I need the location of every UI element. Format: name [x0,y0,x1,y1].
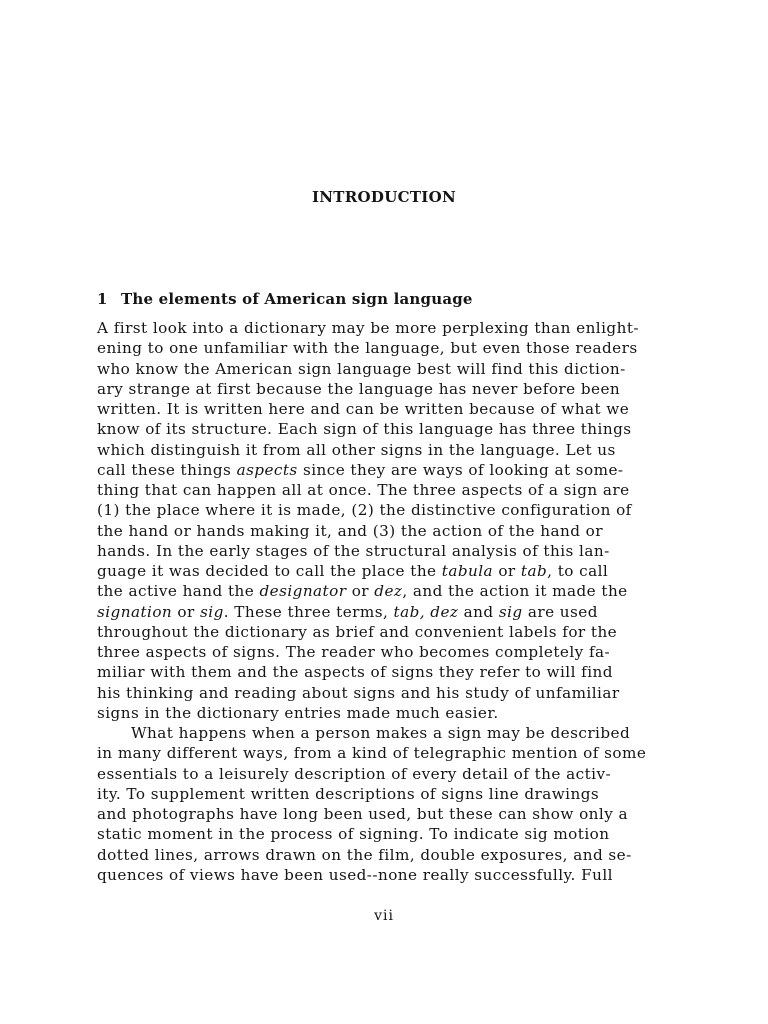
text-line [97,865,683,885]
italic-term: designator [259,582,347,601]
text-line [97,460,683,480]
text-run: quences of views have been used--none really successfully. Full [97,865,613,884]
text-line [97,419,683,439]
text-line [97,521,683,541]
italic-term: tab [520,562,548,580]
text-line [97,440,683,460]
text-line [97,723,683,743]
text-line [97,359,683,379]
text-run: the hand or hands making it, and (3) the action of the hand or [97,521,603,540]
italic-term: aspects [236,460,298,479]
text-line [97,804,683,824]
text-run: and photographs have long been used, but these can show only a [97,805,629,823]
text-line [97,602,683,622]
text-run: or [493,562,521,580]
text-line [97,824,683,844]
text-run: (1) the place where it is made, (2) the distinctive configuration of [97,501,632,520]
text-run: ening to one unfamiliar with the language, but even those readers [97,339,638,358]
text-run: know of its structure. Each sign of this language has three things [97,420,632,439]
chapter-heading: INTRODUCTION [311,188,456,206]
text-run: . These three terms, [223,602,394,621]
section-title: The elements of American sign language [121,290,473,308]
text-line [97,379,683,399]
italic-term: sig [498,602,523,621]
body-text [97,318,683,885]
text-run: , and the action it made the [402,582,628,601]
text-line [97,399,683,419]
text-run: ity. To supplement written descriptions of signs line drawings [97,784,600,803]
text-run: since they are ways of looking at some- [297,460,624,479]
text-line [97,581,683,601]
text-run: A first look into a dictionary may be more perplexing than enlight- [97,319,639,337]
text-line [97,784,683,804]
text-line [97,338,683,358]
text-run: static moment in the process of signing. To indicate sig motion [97,825,610,844]
text-run: or [346,582,375,601]
text-line [97,845,683,865]
text-run: miliar with them and the aspects of signs they refer to will find [97,663,613,682]
text-line [97,541,683,561]
section-number: 1 [97,290,108,308]
italic-term: tab, dez [393,602,459,621]
text-line [97,561,683,581]
text-run: in many different ways, from a kind of telegraphic mention of some [97,744,647,763]
section-heading [97,290,473,308]
text-run: guage it was decided to call the place the [97,562,442,580]
text-run: or [172,602,201,621]
text-run: signs in the dictionary entries made much easier. [97,703,499,722]
text-run: dotted lines, arrows drawn on the film, double exposures, and se- [97,845,632,864]
italic-term: dez [374,582,403,601]
text-run: which distinguish it from all other signs in the language. Let us [97,440,616,459]
text-run: written. It is written here and can be written because of what we [97,400,630,418]
text-run: , to call [547,562,609,580]
italic-term: sig [200,602,224,621]
text-run: essentials to a leisurely description of every detail of the activ- [97,764,612,783]
text-line [97,642,683,662]
text-line [97,743,683,763]
text-run: What happens when a person makes a sign may be described [131,724,631,742]
text-run: are used [522,602,598,621]
text-run: who know the American sign language best will find this diction- [97,359,626,378]
text-line [97,500,683,520]
text-run: ary strange at first because the language has never before been [97,379,621,398]
text-run: throughout the dictionary as brief and convenient labels for the [97,622,618,641]
italic-term: signation [97,602,173,621]
text-run: call these things [97,460,237,479]
text-run: three aspects of signs. The reader who becomes completely fa- [97,643,611,661]
italic-term: tabula [441,562,494,580]
text-run: thing that can happen all at once. The three aspects of a sign are [97,481,630,499]
text-line [97,683,683,703]
text-line [97,480,683,500]
text-line [97,703,683,723]
text-run: his thinking and reading about signs and his study of unfamiliar [97,683,620,702]
text-run: the active hand the [97,582,260,601]
text-run: and [458,602,499,621]
text-line [97,622,683,642]
text-run: hands. In the early stages of the structural analysis of this lan- [97,541,610,560]
text-line [97,662,683,682]
page-number: vii [374,908,394,924]
text-line [97,764,683,784]
text-line [97,318,683,338]
